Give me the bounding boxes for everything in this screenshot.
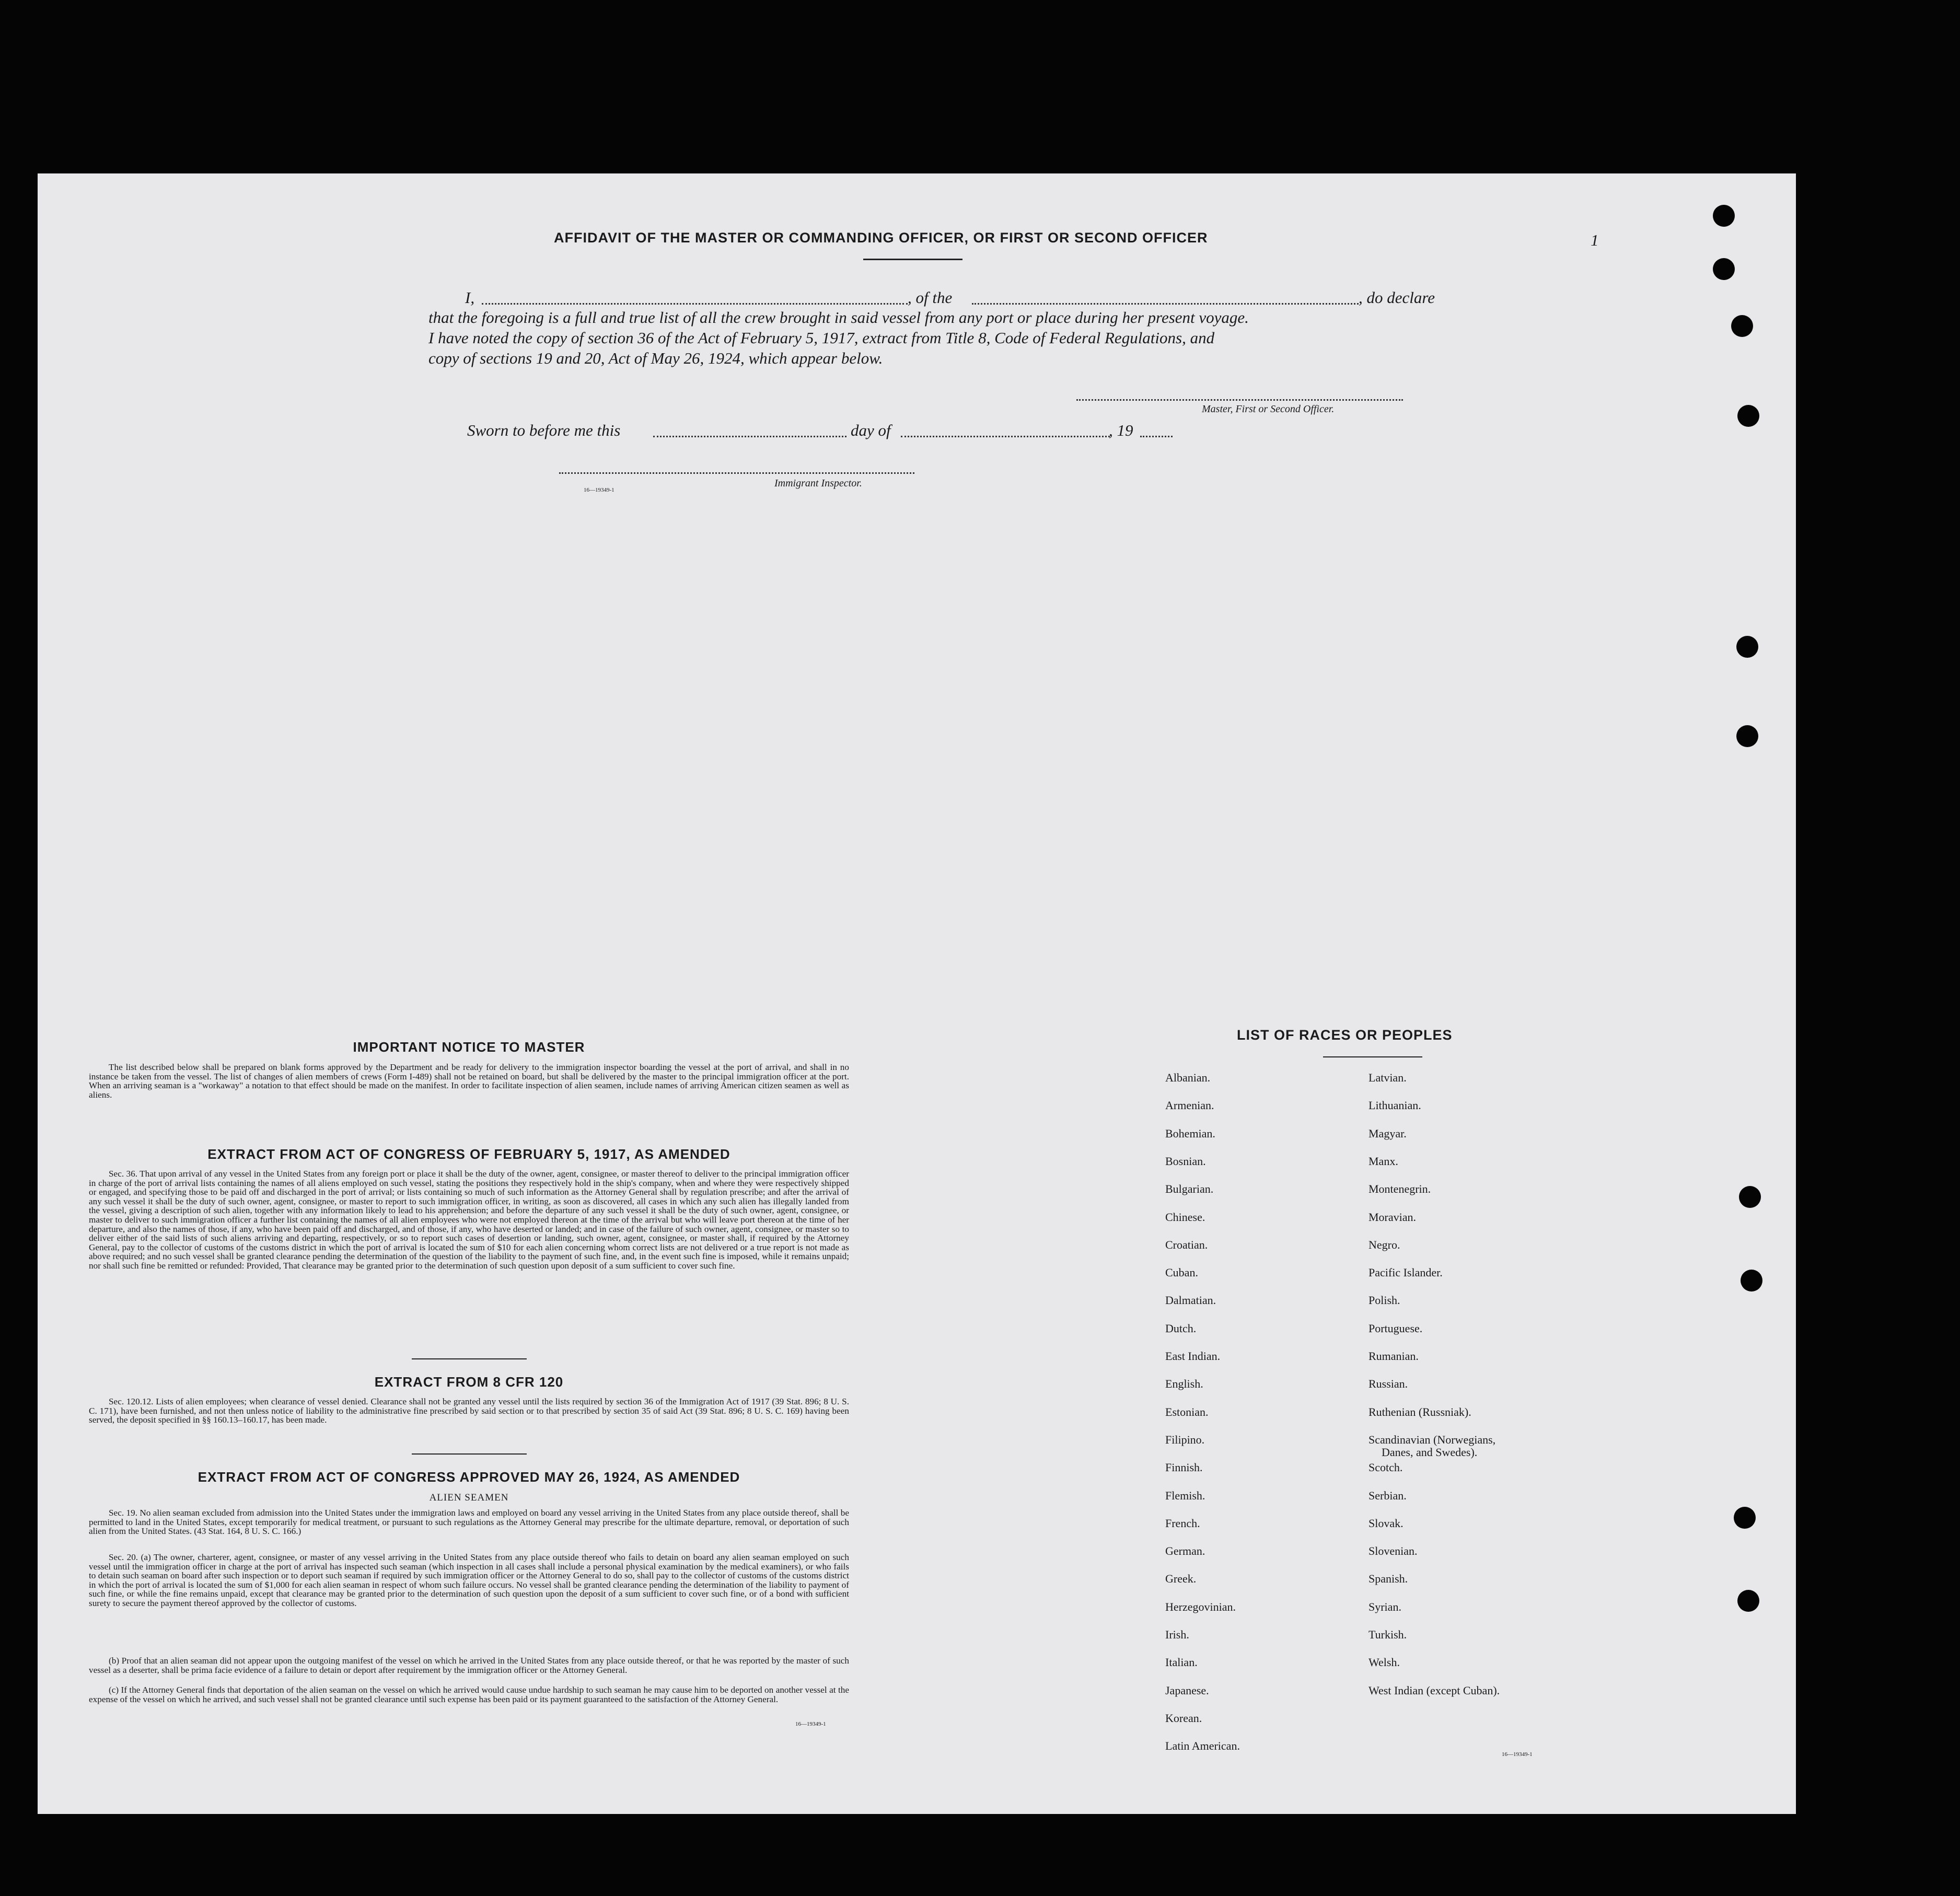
binder-hole xyxy=(1713,258,1735,280)
binder-hole xyxy=(1736,636,1758,658)
race-item: Montenegrin. xyxy=(1368,1182,1431,1196)
race-item: Armenian. xyxy=(1165,1099,1214,1112)
sworn-month-blank[interactable] xyxy=(901,436,1110,437)
race-item: Croatian. xyxy=(1165,1238,1208,1251)
sec19-text: Sec. 19. No alien seaman excluded from admission into the United States under the immigration laws and employed on board any vessel arriving in the United States from any place outside thereof, shall be permitted to land in the United States, except temporarily for medical treatment, or pursuant to such regulations as the Attorney General may prescribe for the ultimate departure, removal, or deportation of such alien from the United States. (43 Stat. 164, 8 U. S. C. 166.) xyxy=(89,1508,849,1537)
sworn-label: Sworn to before me this xyxy=(467,421,621,439)
extract-1917-title: EXTRACT FROM ACT OF CONGRESS OF FEBRUARY 5, 1917, AS AMENDED xyxy=(207,1146,730,1162)
race-item: Turkish. xyxy=(1368,1628,1407,1641)
year-label: , 19 xyxy=(1109,421,1133,439)
race-item: Serbian. xyxy=(1368,1488,1407,1502)
extract-1924-title: EXTRACT FROM ACT OF CONGRESS APPROVED MAY 26, 1924, AS AMENDED xyxy=(198,1469,740,1485)
affidavit-line-3: I have noted the copy of section 36 of the Act of February 5, 1917, extract from Title 8, Code of Federal Regulations, and xyxy=(428,329,1215,347)
race-item: Bulgarian. xyxy=(1165,1182,1214,1196)
binder-hole xyxy=(1731,315,1753,337)
race-item: Cuban. xyxy=(1165,1266,1198,1279)
race-item: English. xyxy=(1165,1377,1203,1391)
affidavit-i: I, xyxy=(465,288,475,307)
inspector-caption: Immigrant Inspector. xyxy=(774,478,862,489)
race-item: Dutch. xyxy=(1165,1321,1197,1335)
race-item: Italian. xyxy=(1165,1656,1198,1669)
race-item: Manx. xyxy=(1368,1154,1398,1168)
race-item: Latvian. xyxy=(1368,1071,1407,1084)
race-item: Welsh. xyxy=(1368,1656,1400,1669)
affidavit-line-2: that the foregoing is a full and true list of all the crew brought in said vessel from any port or place during her present voyage. xyxy=(428,308,1249,327)
race-item: Negro. xyxy=(1368,1238,1400,1251)
affidavit-declare: , do declare xyxy=(1359,288,1435,307)
race-item: Estonian. xyxy=(1165,1405,1209,1418)
cfr-title: EXTRACT FROM 8 CFR 120 xyxy=(374,1374,564,1390)
form-sheet xyxy=(38,173,1796,1814)
binder-hole xyxy=(1739,1186,1761,1208)
race-item: Greek. xyxy=(1165,1572,1197,1586)
affidavit-line-4: copy of sections 19 and 20, Act of May 26, 1924, which appear below. xyxy=(428,349,883,367)
signature-caption: Master, First or Second Officer. xyxy=(1202,403,1335,415)
race-item: Korean. xyxy=(1165,1711,1202,1725)
binder-hole xyxy=(1737,405,1759,427)
race-item: Japanese. xyxy=(1165,1683,1209,1697)
race-item: Syrian. xyxy=(1368,1600,1401,1613)
race-item: Pacific Islander. xyxy=(1368,1266,1443,1279)
affidavit-title: AFFIDAVIT OF THE MASTER OR COMMANDING OFFICER, OR FIRST OR SECOND OFFICER xyxy=(554,230,1208,246)
binder-hole xyxy=(1736,725,1758,747)
cfr-text: Sec. 120.12. Lists of alien employees; when clearance of vessel denied. Clearance shall not be granted any vessel until the lists required by section 36 of the Immigration Act of 1917 (39 Stat. 896; 8 U. S. C. 171), have been furnished, and not then unless notice of liability to the administrative fine prescribed by said section or to that prescribed by section 35 of said Act (39 Stat. 896; 8 U. S. C. 169) having been served, the deposit specified in §§ 160.13–160.17, has been made. xyxy=(89,1397,849,1425)
vessel-blank[interactable] xyxy=(972,303,1359,305)
year-blank[interactable] xyxy=(1140,436,1173,437)
race-item: West Indian (except Cuban). xyxy=(1368,1683,1500,1697)
sworn-day-blank[interactable] xyxy=(653,436,846,437)
race-item: Lithuanian. xyxy=(1368,1099,1421,1112)
affidavit-form-number: 16—19349-1 xyxy=(584,487,614,493)
affidavit-of-the: , of the xyxy=(908,288,953,307)
races-form-number: 16—19349-1 xyxy=(1502,1751,1533,1758)
extract-form-number: 16—19349-1 xyxy=(795,1721,826,1727)
races-divider xyxy=(1323,1056,1422,1057)
race-item: German. xyxy=(1165,1544,1205,1558)
race-item: Chinese. xyxy=(1165,1210,1205,1224)
notice-text: The list described below shall be prepared on blank forms approved by the Department and be ready for delivery to the immigration inspector boarding the vessel at the port of arrival, and shall in no instance be taken from the vessel. The list of changes of alien members of crews (Form I-489) shall not be retained on board, but shall be delivered by the master to the principal immigration officer at the port. When an arriving seaman is a "workaway" a notation to that effect should be made on the manifest. In order to facilitate inspection of alien seamen, include names of arriving American citizen seamen as well as aliens. xyxy=(89,1062,849,1100)
divider-cfr xyxy=(412,1453,527,1455)
race-item: Albanian. xyxy=(1165,1071,1211,1084)
day-of-label: day of xyxy=(851,421,891,439)
signature-blank[interactable] xyxy=(1076,399,1403,401)
race-item: French. xyxy=(1165,1516,1200,1530)
race-item: Portuguese. xyxy=(1368,1321,1423,1335)
race-item: Dalmatian. xyxy=(1165,1294,1216,1307)
race-item: Latin American. xyxy=(1165,1739,1240,1753)
binder-hole xyxy=(1737,1590,1759,1612)
notice-title: IMPORTANT NOTICE TO MASTER xyxy=(353,1039,585,1055)
name-blank[interactable] xyxy=(482,303,908,305)
race-item: Russian. xyxy=(1368,1377,1408,1391)
binder-hole xyxy=(1713,205,1735,227)
race-item: Moravian. xyxy=(1368,1210,1417,1224)
race-item: Flemish. xyxy=(1165,1488,1205,1502)
races-title: LIST OF RACES OR PEOPLES xyxy=(1237,1027,1453,1043)
race-item: Spanish. xyxy=(1368,1572,1408,1586)
race-item: Scotch. xyxy=(1368,1461,1403,1474)
race-item: Filipino. xyxy=(1165,1433,1205,1446)
race-item: East Indian. xyxy=(1165,1350,1221,1363)
binder-hole xyxy=(1741,1270,1762,1292)
race-item: Irish. xyxy=(1165,1628,1189,1641)
race-item: Polish. xyxy=(1368,1294,1400,1307)
race-item: Finnish. xyxy=(1165,1461,1203,1474)
race-item: Slovak. xyxy=(1368,1516,1404,1530)
title-divider xyxy=(863,259,962,260)
inspector-signature-blank[interactable] xyxy=(559,472,914,474)
race-item: Bohemian. xyxy=(1165,1126,1215,1140)
race-item: Rumanian. xyxy=(1368,1350,1419,1363)
sec20a-text: Sec. 20. (a) The owner, charterer, agent, consignee, or master of any vessel arriving in the United States from any place outside thereof who fails to detain on board any alien seaman employed on such vessel until the immigration officer in charge at the port of arrival has inspected such seaman (which inspection in all cases shall include a personal physical examination by the medical examiners), or who fails to detain such seaman on board after such inspection or to deport such seaman if required by such immigration officer or the Attorney General to do so, shall pay to the collector of customs of the customs district in which the port of arrival is located the sum of $1,000 for each alien seaman in respect of whom such failure occurs. No vessel shall be granted clearance pending the determination of the liability to payment of such fine, or while the fine remains unpaid, except that clearance may be granted prior to the determination of such question upon the deposit of a sum sufficient to cover such fine, or of a bond with sufficient surety to secure the payment thereof approved by the collector of customs. xyxy=(89,1552,849,1608)
sec20b-text: (b) Proof that an alien seaman did not appear upon the outgoing manifest of the vessel on which he arrived in the United States from any place outside thereof, or that he was reported by the master of such vessel as a deserter, shall be prima facie evidence of a failure to detain or deport after requirement by the immigration officer or the Attorney General. xyxy=(89,1656,849,1675)
race-item: Scandinavian (Norwegians, xyxy=(1368,1433,1496,1446)
divider-1917 xyxy=(412,1358,527,1359)
race-item: Slovenian. xyxy=(1368,1544,1418,1558)
race-item: Bosnian. xyxy=(1165,1154,1206,1168)
race-item: Ruthenian (Russniak). xyxy=(1368,1405,1471,1418)
binder-hole xyxy=(1734,1507,1756,1529)
race-item: Magyar. xyxy=(1368,1126,1407,1140)
race-item: Danes, and Swedes). xyxy=(1382,1445,1478,1459)
sec20c-text: (c) If the Attorney General finds that deportation of the alien seaman on the vessel on which he arrived would cause undue hardship to such seaman he may cause him to be deported on another vessel at the expense of the vessel on which he arrived, and such vessel shall not be granted clearance until such expense has been paid or its payment guaranteed to the satisfaction of the Attorney General. xyxy=(89,1685,849,1704)
extract-1917-text: Sec. 36. That upon arrival of any vessel in the United States from any foreign port or place it shall be the duty of the owner, agent, consignee, or master thereof to deliver to the principal immigration officer in charge of the port of arrival lists containing the names of all aliens employed on such vessel, stating the positions they respectively hold in the ship's company, when and where they were respectively shipped or engaged, and specifying those to be paid off and discharged in the port of arrival; or lists containing so much of such information as the Attorney General shall by regulation prescribe; and after the arrival of any such vessel it shall be the duty of such owner, agent, consignee, or master to report to such immigration officer, in writing, as soon as discovered, all cases in which any such alien has illegally landed from the vessel, giving a description of such alien, together with any information likely to lead to his apprehension; and before the departure of any such vessel it shall be the duty of such owner, agent, consignee, or master to deliver to such immigration officer a further list containing the names of all alien employees who were not employed thereon at the time of the arrival but who will leave port thereon at the time of her departure, and also the names of those, if any, who have been paid off and discharged, and of those, if any, who have deserted or landed; and in case of the failure of such owner, agent, consignee, or master so to deliver either of the said lists of such aliens arriving and departing, respectively, or so to report such cases of desertion or landing, such owner, agent, consignee, or master shall, if required by the Attorney General, pay to the collector of customs of the customs district in which the port of arrival is located the sum of $10 for each alien concerning whom correct lists are not delivered or a true report is not made as above required; and no such vessel shall be granted clearance pending the determination of the question of the liability to the payment of such fine, and, in the event such fine is imposed, while it remains unpaid; nor shall such fine be remitted or refunded: Provided, That clearance may be granted prior to the determination of such question upon deposit of a sum sufficient to cover such fine. xyxy=(89,1169,849,1271)
extract-1924-subtitle: ALIEN SEAMEN xyxy=(429,1492,509,1503)
race-item: Herzegovinian. xyxy=(1165,1600,1236,1613)
page-number: 1 xyxy=(1591,231,1599,249)
